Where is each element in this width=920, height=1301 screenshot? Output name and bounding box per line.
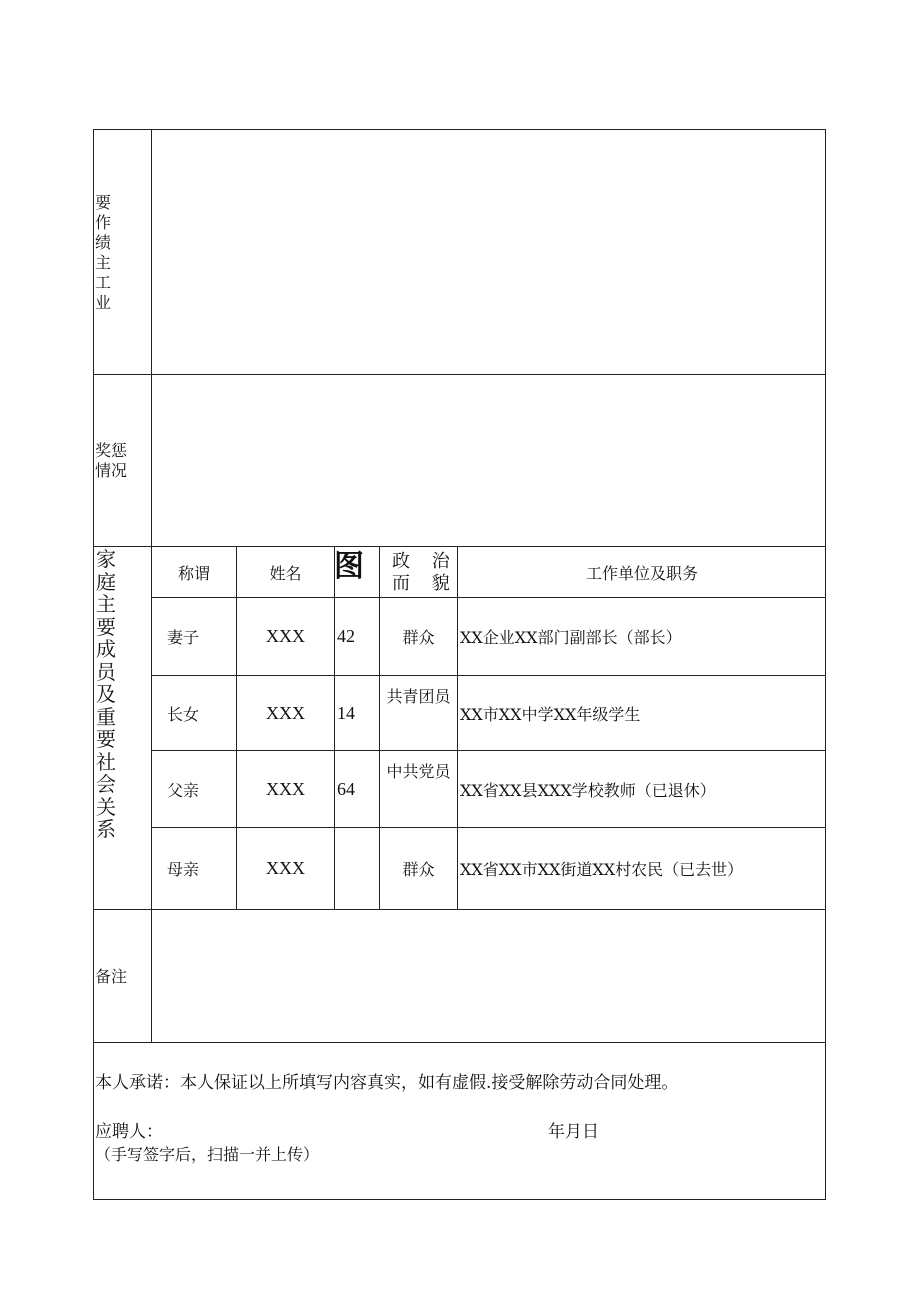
- header-political: 政 治 而 貌: [392, 551, 458, 594]
- table-row-3-age: 64: [337, 778, 355, 799]
- remarks-label: 备注: [95, 967, 128, 986]
- table-row-3-name: XXX: [266, 778, 305, 799]
- table-row-2-political: 共青团员: [386, 687, 451, 706]
- divider-main-work-bottom: [93, 374, 826, 375]
- table-row-3-political: 中共党员: [386, 762, 451, 781]
- divider-remarks-bottom: [93, 1042, 826, 1043]
- date-label: 年月日: [548, 1122, 599, 1142]
- header-relation: 称谓: [177, 563, 210, 583]
- table-row-2-relation: 长女: [166, 704, 199, 724]
- divider-family-bottom: [93, 909, 826, 910]
- table-row-4-name: XXX: [266, 858, 305, 878]
- table-row-4-work: XX省XX市XX街道XX村农民（已去世）: [460, 860, 744, 879]
- table-row-1-age: 42: [337, 626, 355, 646]
- table-row-2-name: XXX: [266, 702, 305, 723]
- table-row-4-political: 群众: [402, 860, 435, 879]
- table-row-4-age: [335, 828, 379, 909]
- table-row-1-political: 群众: [402, 628, 435, 647]
- header-name: 姓名: [269, 563, 302, 583]
- header-age-glyph: 图: [334, 549, 364, 584]
- table-row-3-relation: 父亲: [166, 780, 199, 800]
- main-work-label: 要作绩主工业: [95, 193, 112, 312]
- family-label: 家庭主要成员及重要社会关系: [96, 547, 116, 841]
- table-row-1-relation: 妻子: [166, 628, 199, 647]
- table-row-2-age: 14: [337, 702, 355, 723]
- awards-label: 奖惩情况: [95, 441, 128, 480]
- table-row-1-work: XX企业XX部门副部长（部长）: [460, 628, 682, 647]
- table-row-4-relation: 母亲: [166, 860, 199, 879]
- applicant-label: 应聘人：: [95, 1122, 163, 1142]
- table-row-1-name: XXX: [266, 626, 305, 646]
- header-work: 工作单位及职务: [585, 563, 698, 583]
- table-row-2-work: XX市XX中学XX年级学生: [460, 704, 641, 724]
- pledge-statement: 本人承诺：本人保证以上所填写内容真实，如有虚假.接受解除劳动合同处理。: [95, 1073, 679, 1093]
- signature-note: （手写签字后，扫描一并上传）: [95, 1145, 320, 1164]
- table-row-3-work: XX省XX县XXX学校教师（已退休）: [460, 780, 716, 800]
